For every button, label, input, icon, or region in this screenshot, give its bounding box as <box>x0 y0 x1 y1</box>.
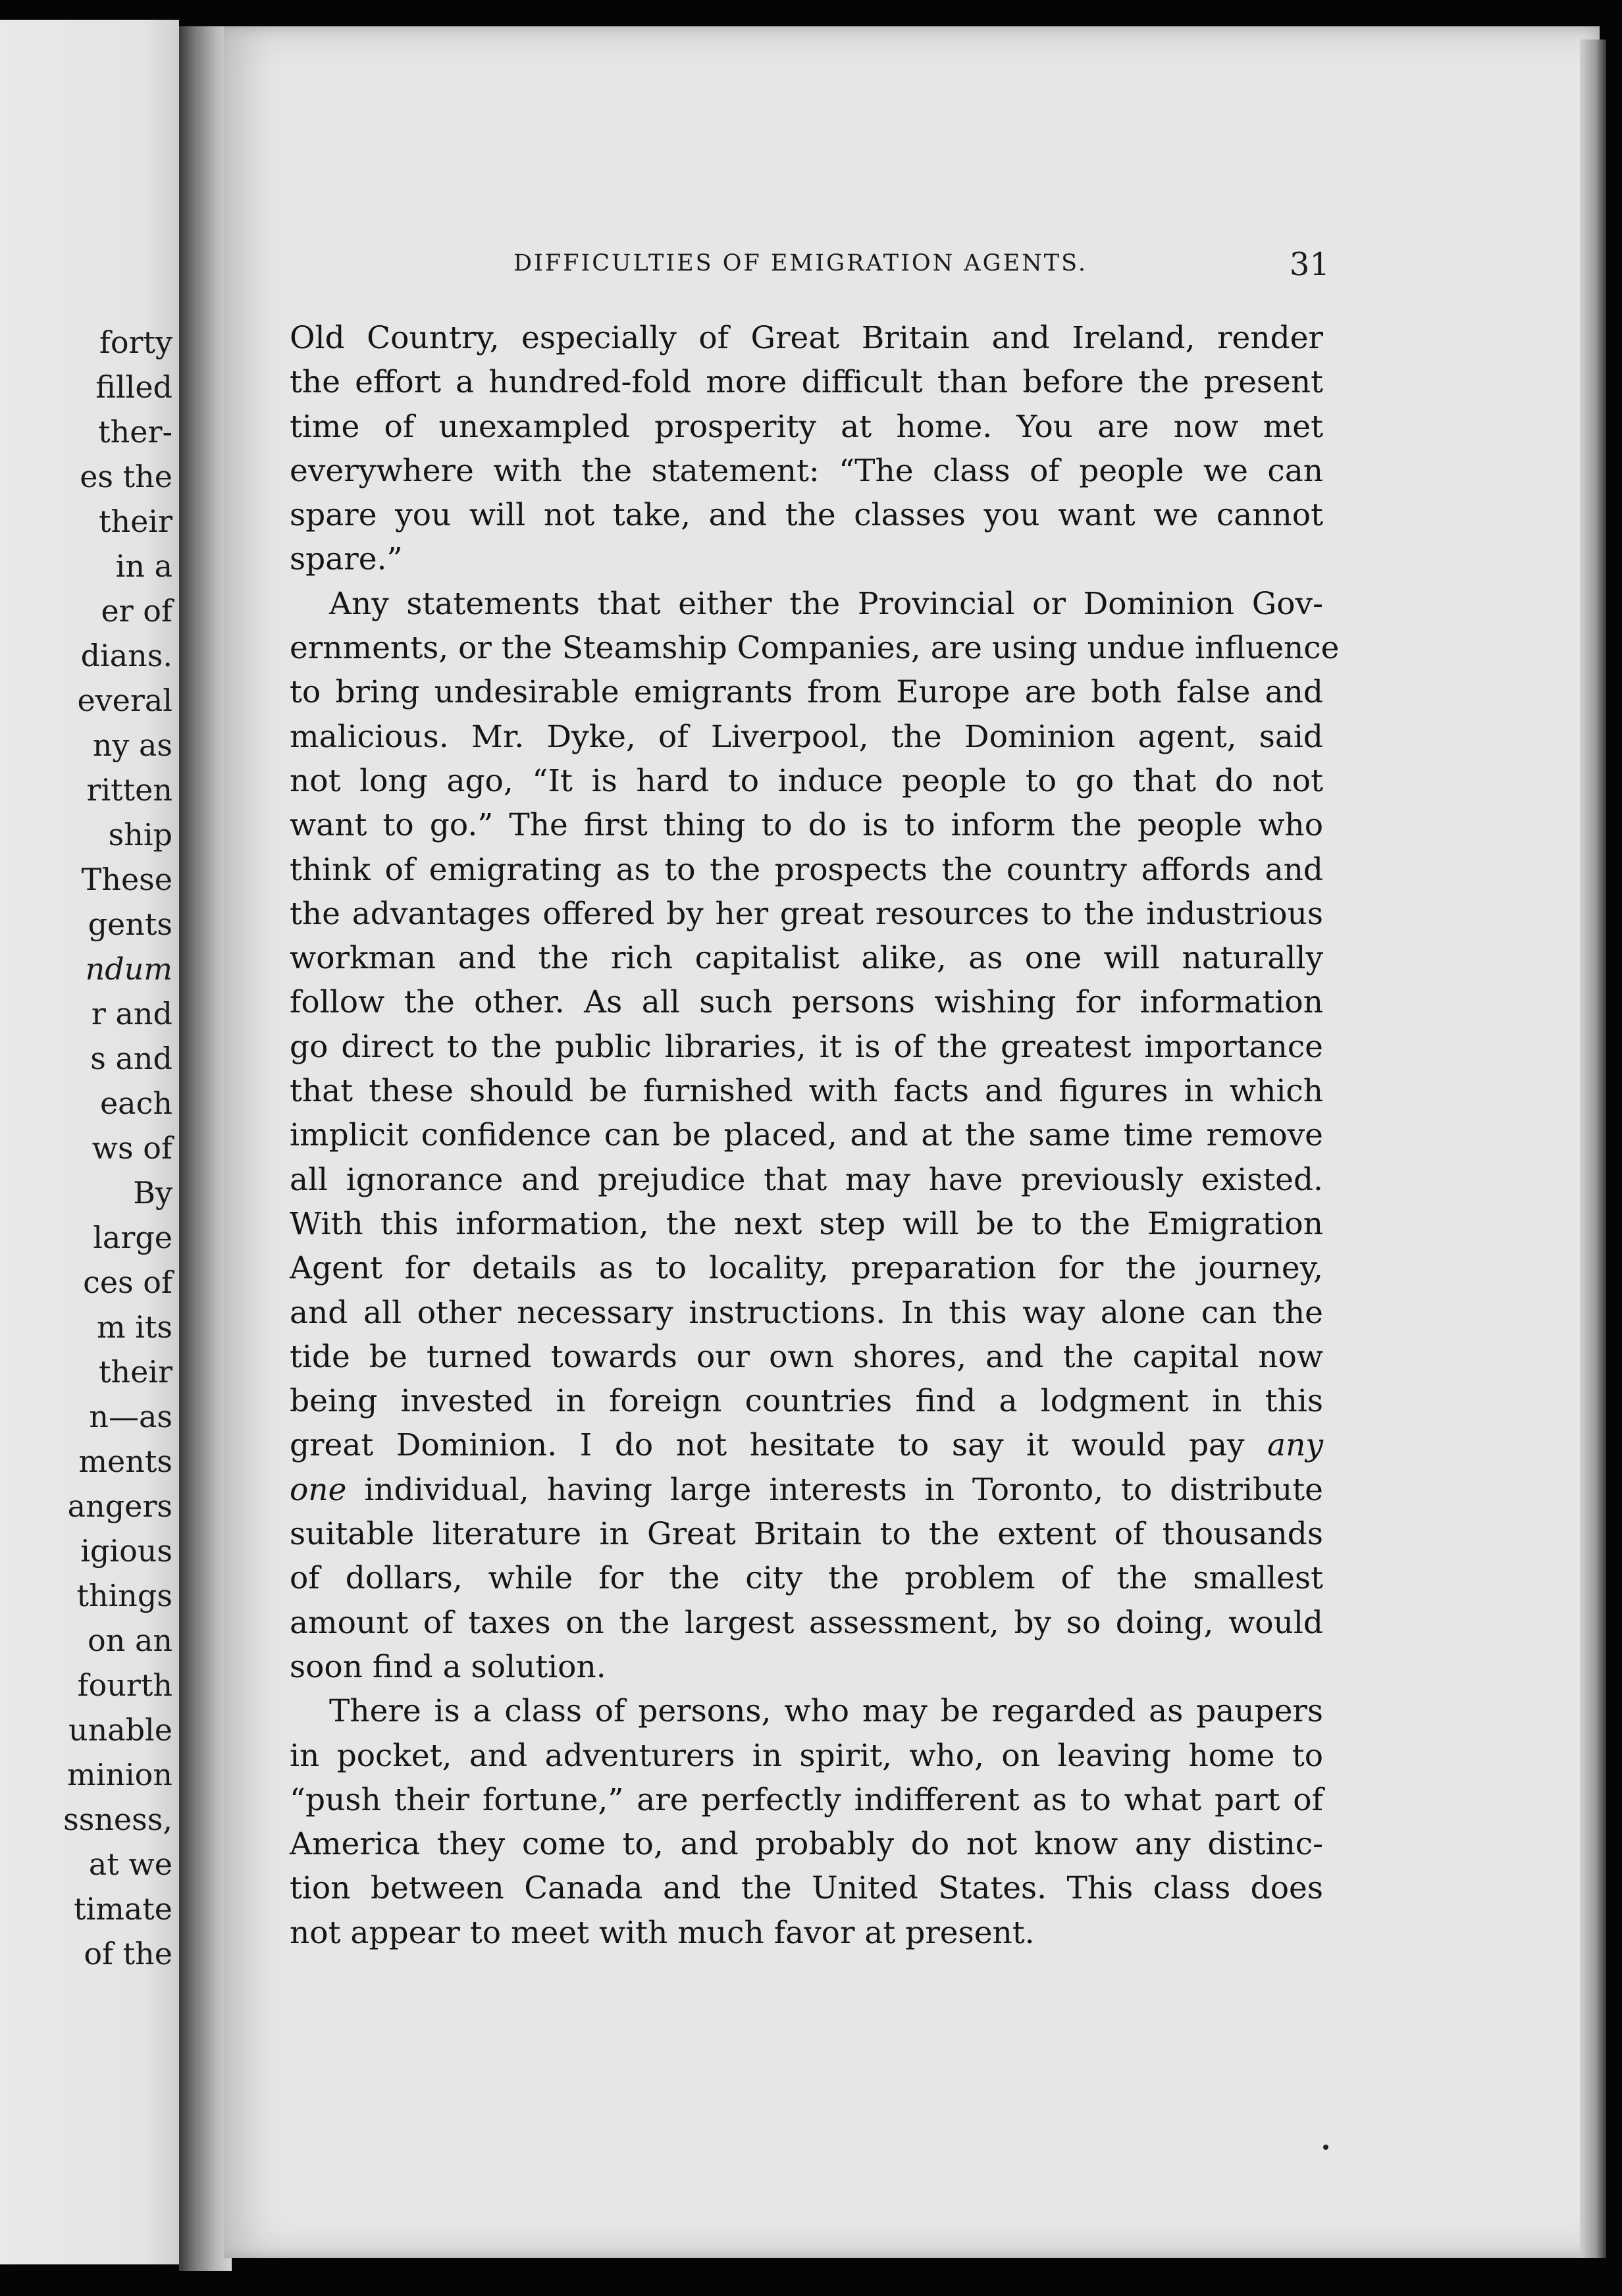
fragment-line: timate <box>74 1891 172 1927</box>
fragment-line: ship <box>108 817 172 852</box>
text-line: think of emigrating as to the prospects the country affords and <box>290 851 1323 888</box>
text-line: malicious. Mr. Dyke, of Liverpool, the Dominion agent, said <box>290 718 1323 755</box>
text-line: the effort a hundred-fold more difficult than before the present <box>290 364 1323 401</box>
fragment-line: ritten <box>86 772 172 808</box>
text-line: workman and the rich capitalist alike, as one will naturally <box>290 940 1323 977</box>
text-line: time of unexampled prosperity at home. You are now met <box>290 408 1323 445</box>
fragment-line: things <box>76 1578 172 1613</box>
page-header <box>513 246 1330 290</box>
text-line: Any statements that either the Provincial or Dominion Gov- <box>329 585 1323 622</box>
fragment-line: r and <box>91 996 172 1031</box>
text-line: to bring undesirable emigrants from Europe are both false and <box>290 674 1323 711</box>
text-line: spare.” <box>290 541 403 578</box>
fragment-line: ssness, <box>63 1802 172 1837</box>
text-segment: great Dominion. I do not hesitate to say it would pay <box>290 1427 1245 1464</box>
text-line: amount of taxes on the largest assessment, by so doing, would <box>290 1604 1323 1641</box>
fragment-line: in a <box>115 548 172 584</box>
fragment-line: m its <box>96 1309 172 1345</box>
facing-page-fragment <box>0 20 179 2264</box>
text-line: implicit confidence can be placed, and at the same time remove <box>290 1117 1323 1154</box>
fragment-line: fourth <box>77 1667 172 1703</box>
fragment-line: each <box>99 1085 172 1121</box>
text-line <box>290 1468 1323 1512</box>
page-number: 31 <box>1289 246 1330 283</box>
fragment-line: on an <box>88 1623 172 1658</box>
text-line <box>290 1423 1323 1467</box>
fragment-line: s and <box>90 1041 172 1076</box>
text-line: suitable literature in Great Britain to the extent of thousands <box>290 1516 1323 1553</box>
text-line: not appear to meet with much favor at present. <box>290 1914 1035 1951</box>
text-line: that these should be furnished with facts and figures in which <box>290 1073 1323 1110</box>
fragment-line: of the <box>84 1936 172 1971</box>
text-line: soon find a solution. <box>290 1648 606 1685</box>
text-line: and all other necessary instructions. In this way alone can the <box>290 1294 1323 1331</box>
text-line: being invested in foreign countries find a lodgment in this <box>290 1383 1323 1420</box>
fragment-line: er of <box>101 593 172 629</box>
text-line: of dollars, while for the city the problem of the smallest <box>290 1560 1323 1597</box>
fragment-line: unable <box>68 1712 172 1748</box>
fragment-line: ments <box>78 1444 172 1479</box>
text-line: spare you will not take, and the classes you want we cannot <box>290 497 1323 534</box>
fragment-line: large <box>93 1220 172 1255</box>
text-line: all ignorance and prejudice that may have previously existed. <box>290 1161 1323 1198</box>
italic-word: one <box>290 1471 347 1508</box>
fragment-line: forty <box>99 325 172 360</box>
fragment-line: minion <box>67 1757 172 1792</box>
fragment-line: n—as <box>89 1399 172 1434</box>
text-line: With this information, the next step will be to the Emigration <box>290 1205 1323 1242</box>
fragment-line: at we <box>88 1846 172 1882</box>
text-line: follow the other. As all such persons wishing for information <box>290 984 1323 1021</box>
fragment-line: their <box>98 504 172 539</box>
fragment-line: ces of <box>83 1265 172 1300</box>
text-line: Old Country, especially of Great Britain and Ireland, render <box>290 320 1323 356</box>
facing-page-text <box>63 320 172 1976</box>
text-line: ernments, or the Steamship Companies, are using undue influence <box>290 630 1340 667</box>
fragment-line: ws of <box>92 1130 172 1166</box>
fragment-line: ny as <box>92 727 172 763</box>
fragment-line: their <box>98 1354 172 1390</box>
fragment-line: gents <box>88 906 172 942</box>
fragment-line: es the <box>80 459 172 494</box>
running-head: DIFFICULTIES OF EMIGRATION AGENTS. <box>513 250 1087 276</box>
fragment-line: igious <box>80 1533 172 1569</box>
page-edge-shadow <box>1580 39 1606 2258</box>
fragment-line: angers <box>67 1488 172 1524</box>
text-line: not long ago, “It is hard to induce people to go that do not <box>290 762 1323 799</box>
fragment-line: By <box>133 1175 172 1211</box>
text-line: “push their fortune,” are perfectly indifferent as to what part of <box>290 1781 1323 1818</box>
italic-word: any <box>1267 1427 1323 1464</box>
text-line: want to go.” The first thing to do is to inform the people who <box>290 807 1323 844</box>
fragment-line: everal <box>77 683 172 718</box>
fragment-line: ndum <box>85 951 172 987</box>
body-text <box>290 316 1340 1955</box>
text-line: There is a class of persons, who may be regarded as paupers <box>329 1693 1323 1730</box>
text-line: in pocket, and adventurers in spirit, who, on leaving home to <box>290 1737 1323 1774</box>
text-line: America they come to, and probably do not know any distinc- <box>290 1826 1323 1863</box>
text-line: the advantages offered by her great resources to the industrious <box>290 895 1323 932</box>
fragment-line: ther- <box>98 414 172 450</box>
fragment-line: filled <box>95 369 172 405</box>
fragment-line: dians. <box>80 638 172 673</box>
text-line: tide be turned towards our own shores, and the capital now <box>290 1338 1323 1375</box>
text-line: everywhere with the statement: “The class of people we can <box>290 452 1323 489</box>
text-line: tion between Canada and the United States. This class does <box>290 1870 1323 1907</box>
text-line: go direct to the public libraries, it is of the greatest importance <box>290 1028 1323 1065</box>
ink-speck <box>1323 2145 1328 2150</box>
fragment-line: These <box>81 862 172 897</box>
text-line: Agent for details as to locality, preparation for the journey, <box>290 1250 1323 1287</box>
text-segment: individual, having large interests in Toronto, to distribute <box>364 1471 1323 1508</box>
